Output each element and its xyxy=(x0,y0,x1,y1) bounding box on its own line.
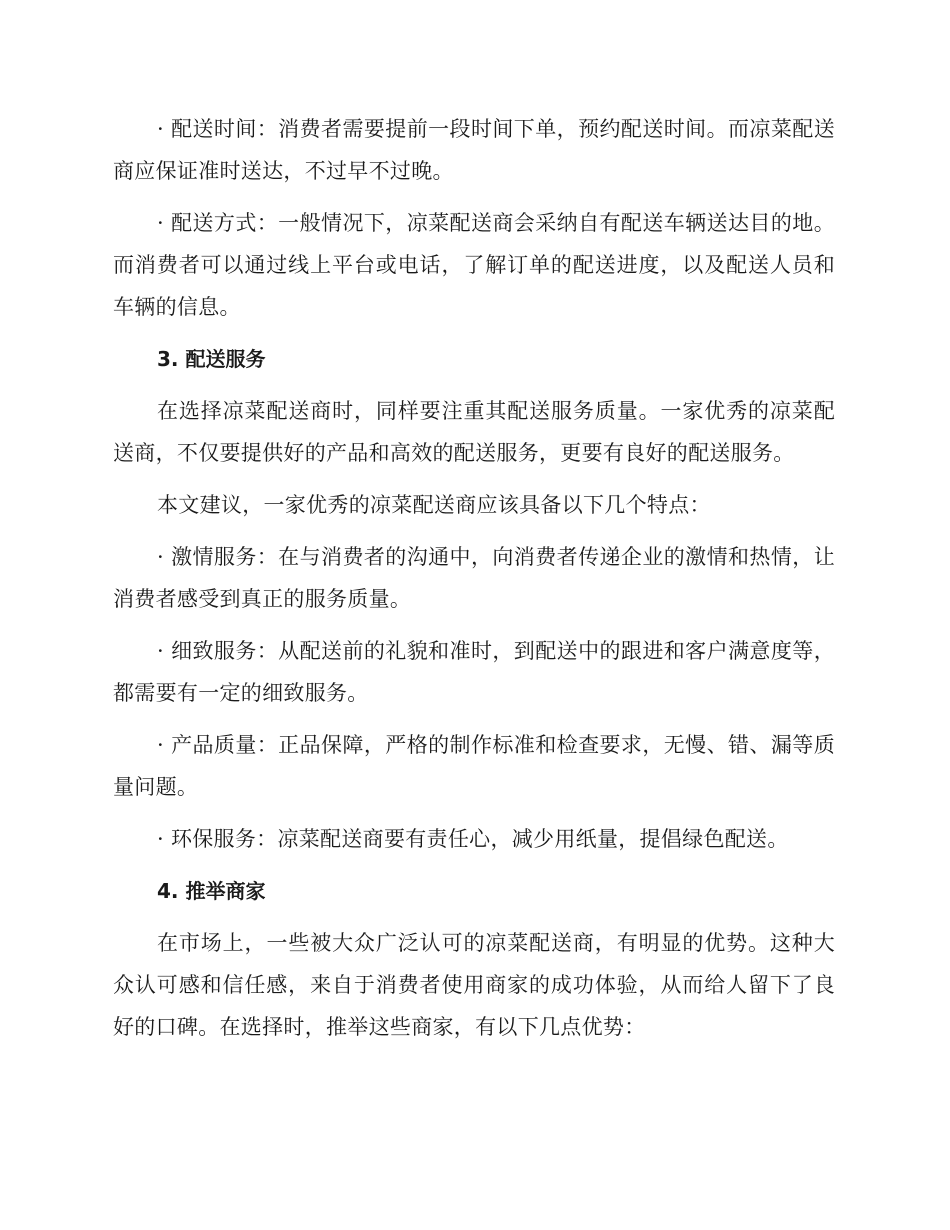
section-heading-delivery-service: 3. 配送服务 xyxy=(157,347,266,371)
paragraph-detailed-service: · 细致服务：从配送前的礼貌和准时，到配送中的跟进和客户满意度等，都需要有一定的细致服务。 xyxy=(113,639,835,705)
document-page xyxy=(113,108,835,1058)
paragraph-recommendation: 本文建议，一家优秀的凉菜配送商应该具备以下几个特点： xyxy=(157,493,711,517)
paragraph-product-quality: · 产品质量：正品保障，严格的制作标准和检查要求，无慢、错、漏等质量问题。 xyxy=(113,733,835,799)
paragraph-delivery-method: · 配送方式：一般情况下，凉菜配送商会采纳自有配送车辆送达目的地。而消费者可以通过线上平台或电话，了解订单的配送进度，以及配送人员和车辆的信息。 xyxy=(113,211,835,319)
paragraph-service-intro: 在选择凉菜配送商时，同样要注重其配送服务质量。一家优秀的凉菜配送商，不仅要提供好的产品和高效的配送服务，更要有良好的配送服务。 xyxy=(113,399,835,465)
paragraph-delivery-time: · 配送时间：消费者需要提前一段时间下单，预约配送时间。而凉菜配送商应保证准时送达，不过早不过晚。 xyxy=(113,117,835,183)
paragraph-passion-service: · 激情服务：在与消费者的沟通中，向消费者传递企业的激情和热情，让消费者感受到真正的服务质量。 xyxy=(113,545,835,611)
paragraph-merchant-advantages: 在市场上，一些被大众广泛认可的凉菜配送商，有明显的优势。这种大众认可感和信任感，来自于消费者使用商家的成功体验，从而给人留下了良好的口碑。在选择时，推举这些商家，有以下几点优势： xyxy=(113,931,835,1039)
section-heading-recommended-merchants: 4. 推举商家 xyxy=(157,879,266,903)
paragraph-eco-service: · 环保服务：凉菜配送商要有责任心，减少用纸量，提倡绿色配送。 xyxy=(157,827,789,851)
